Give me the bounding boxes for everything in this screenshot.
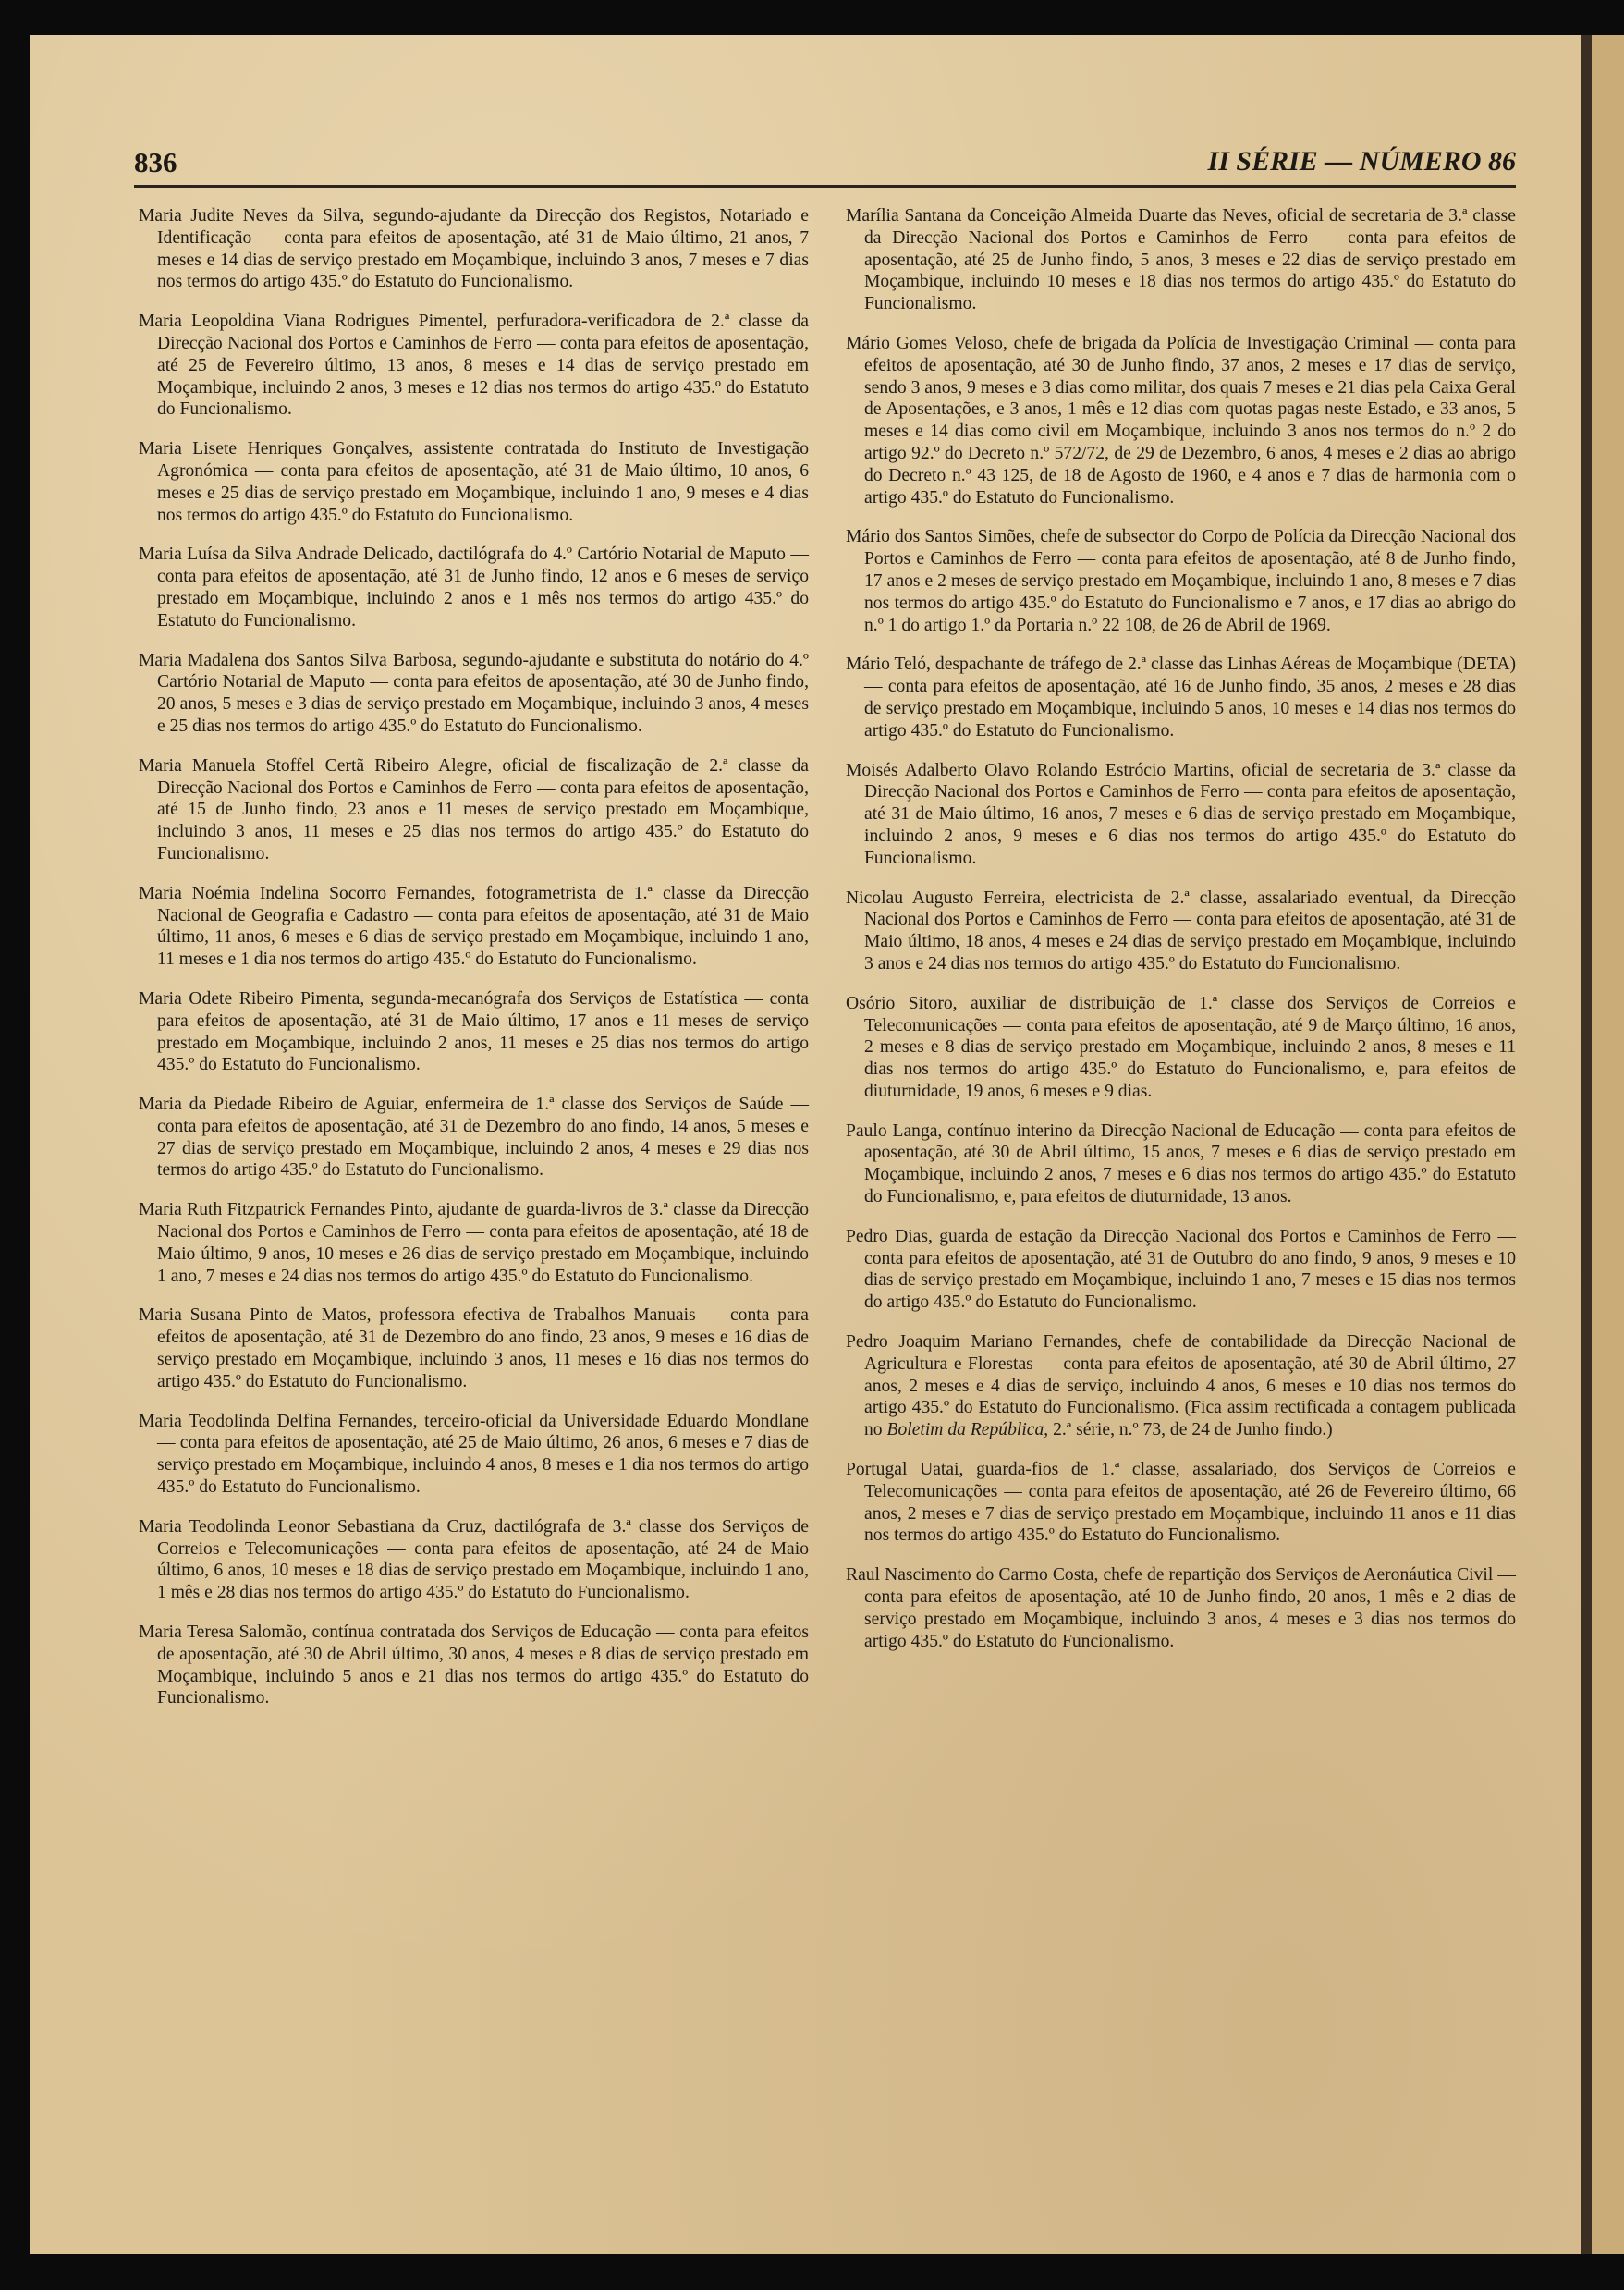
bulletin-title: Boletim da República [886, 1420, 1044, 1440]
adjacent-page-edge [1592, 35, 1624, 2254]
entry-paragraph: Maria Lisete Henriques Gonçalves, assistente contratada do Instituto de Investigação Agronómica — conta para efeitos de aposentação, até 31 de Maio último, 10 anos, 6 meses e 25 dias de serviço prestado em Moçambique, incluindo 1 ano, 9 meses e 4 dias nos termos do artigo 435.º do Estatuto do Funcionalismo. [139, 439, 809, 525]
entry-paragraph: Nicolau Augusto Ferreira, electricista de 2.ª classe, assalariado eventual, da Direcção Nacional dos Portos e Caminhos de Ferro — conta para efeitos de aposentação, até 31 de Maio último, 18 anos, 4 meses e 24 dias de serviço prestado em Moçambique, incluindo 3 anos e 24 dias nos termos do artigo 435.º do Estatuto do Funcionalismo. [846, 888, 1516, 974]
entry-paragraph: Maria Teodolinda Delfina Fernandes, terceiro-oficial da Universidade Eduardo Mondlane — conta para efeitos de aposentação, até 25 de Maio último, 26 anos, 6 meses e 7 dias de serviço prestado em Moçambique, incluindo 4 anos, 8 meses e 1 dia nos termos do artigo 435.º do Estatuto do Funcionalismo. [139, 1411, 809, 1498]
page-header [134, 146, 1516, 183]
left-column [139, 205, 809, 1727]
series-label: II SÉRIE — NÚMERO 86 [1207, 146, 1516, 177]
entry-paragraph: Maria Noémia Indelina Socorro Fernandes, fotogrametrista de 1.ª classe da Direcção Nacional de Geografia e Cadastro — conta para efeitos de aposentação, até 31 de Maio último, 11 anos, 6 meses e 6 dias de serviço prestado em Moçambique, incluindo 1 ano, 11 meses e 1 dia nos termos do artigo 435.º do Estatuto do Funcionalismo. [139, 883, 809, 970]
entry-paragraph: Mário dos Santos Simões, chefe de subsector do Corpo de Polícia da Direcção Nacional dos Portos e Caminhos de Ferro — conta para efeitos de aposentação, até 8 de Junho findo, 17 anos e 2 meses de serviço prestado em Moçambique, incluindo 1 ano, 8 meses e 7 dias nos termos do artigo 435.º do Estatuto do Funcionalismo e 7 anos, e 17 dias ao abrigo do n.º 1 do artigo 1.º da Portaria n.º 22 108, de 26 de Abril de 1969. [846, 527, 1516, 635]
entry-paragraph: Portugal Uatai, guarda-fios de 1.ª classe, assalariado, dos Serviços de Correios e Telecomunicações — conta para efeitos de aposentação, até 26 de Fevereiro último, 66 anos, 2 meses e 7 dias de serviço prestado em Moçambique, incluindo 11 anos e 11 dias nos termos do artigo 435.º do Estatuto do Funcionalismo. [846, 1460, 1516, 1546]
page-number: 836 [134, 146, 177, 178]
page-gutter-shadow [1581, 35, 1592, 2254]
entry-paragraph: Maria Manuela Stoffel Certã Ribeiro Alegre, oficial de fiscalização de 2.ª classe da Direcção Nacional dos Portos e Caminhos de Ferro — conta para efeitos de aposentação, até 15 de Junho findo, 23 anos e 11 meses de serviço prestado em Moçambique, incluindo 3 anos, 11 meses e 25 dias nos termos do artigo 435.º do Estatuto do Funcionalismo. [139, 755, 809, 863]
entry-paragraph: Paulo Langa, contínuo interino da Direcção Nacional de Educação — conta para efeitos de aposentação, até 30 de Abril último, 15 anos, 7 meses e 6 dias de serviço prestado em Moçambique, incluindo 2 anos, 7 meses e 6 dias nos termos do artigo 435.º do Estatuto do Funcionalismo, e, para efeitos de diuturnidade, 13 anos. [846, 1121, 1516, 1207]
entry-paragraph: Maria Ruth Fitzpatrick Fernandes Pinto, ajudante de guarda-livros de 3.ª classe da Direcção Nacional dos Portos e Caminhos de Ferro — conta para efeitos de aposentação, até 18 de Maio último, 9 anos, 10 meses e 26 dias de serviço prestado em Moçambique, incluindo 1 ano, 7 meses e 24 dias nos termos do artigo 435.º do Estatuto do Funcionalismo. [139, 1200, 809, 1286]
entry-paragraph: Marília Santana da Conceição Almeida Duarte das Neves, oficial de secretaria de 3.ª classe da Direcção Nacional dos Portos e Caminhos de Ferro — conta para efeitos de aposentação, até 25 de Junho findo, 5 anos, 3 meses e 22 dias de serviço prestado em Moçambique, incluindo 10 meses e 18 dias nos termos do artigo 435.º do Estatuto do Funcionalismo. [846, 206, 1516, 314]
entry-paragraph: Mário Gomes Veloso, chefe de brigada da Polícia de Investigação Criminal — conta para efeitos de aposentação, até 30 de Junho findo, 37 anos, 2 meses e 17 dias de serviço, sendo 3 anos, 9 meses e 3 dias como militar, dos quais 7 meses e 21 dias pela Caixa Geral de Aposentações, e 3 anos, 1 mês e 12 dias com quotas pagas neste Estado, e 33 anos, 5 meses e 14 dias como civil em Moçambique, incluindo 3 anos nos termos do n.º 2 do artigo 92.º do Decreto n.º 572/72, de 29 de Dezembro, 6 anos, 4 meses e 2 dias ao abrigo do Decreto n.º 43 125, de 18 de Agosto de 1960, e 4 anos e 7 dias de harmonia com o artigo 435.º do Estatuto do Funcionalismo. [846, 333, 1516, 508]
entry-paragraph: Moisés Adalberto Olavo Rolando Estrócio Martins, oficial de secretaria de 3.ª classe da Direcção Nacional dos Portos e Caminhos de Ferro — conta para efeitos de aposentação, até 31 de Maio último, 16 anos, 7 meses e 6 dias de serviço prestado em Moçambique, incluindo 2 anos, 9 meses e 6 dias nos termos do artigo 435.º do Estatuto do Funcionalismo. [846, 760, 1516, 868]
entry-paragraph: Osório Sitoro, auxiliar de distribuição de 1.ª classe dos Serviços de Correios e Telecomunicações — conta para efeitos de aposentação, até 9 de Março último, 16 anos, 2 meses e 8 dias de serviço prestado em Moçambique, incluindo 2 anos, 8 meses e 11 dias nos termos do artigo 435.º do Estatuto do Funcionalismo, e, para efeitos de diuturnidade, 19 anos, 6 meses e 9 dias. [846, 993, 1516, 1101]
entry-paragraph: Maria Luísa da Silva Andrade Delicado, dactilógrafa do 4.º Cartório Notarial de Maputo — conta para efeitos de aposentação, até 31 de Junho findo, 12 anos e 6 meses de serviço prestado em Moçambique, incluindo 2 anos e 1 mês nos termos do artigo 435.º do Estatuto do Funcionalismo. [139, 545, 809, 631]
entry-paragraph: Maria Odete Ribeiro Pimenta, segunda-mecanógrafa dos Serviços de Estatística — conta para efeitos de aposentação, até 31 de Maio último, 17 anos e 11 meses de serviço prestado em Moçambique, incluindo 2 anos, 11 meses e 25 dias nos termos do artigo 435.º do Estatuto do Funcionalismo. [139, 988, 809, 1075]
entry-paragraph: Maria Teresa Salomão, contínua contratada dos Serviços de Educação — conta para efeitos de aposentação, até 30 de Abril último, 30 anos, 4 meses e 8 dias de serviço prestado em Moçambique, incluindo 5 anos e 21 dias nos termos do artigo 435.º do Estatuto do Funcionalismo. [139, 1623, 809, 1708]
entry-paragraph: Maria Judite Neves da Silva, segundo-ajudante da Direcção dos Registos, Notariado e Identificação — conta para efeitos de aposentação, até 31 de Maio último, 21 anos, 7 meses e 14 dias de serviço prestado em Moçambique, incluindo 3 anos, 7 meses e 7 dias nos termos do artigo 435.º do Estatuto do Funcionalismo. [139, 206, 809, 292]
header-rule [134, 185, 1516, 188]
entry-paragraph: Maria da Piedade Ribeiro de Aguiar, enfermeira de 1.ª classe dos Serviços de Saúde — conta para efeitos de aposentação, até 31 de Dezembro do ano findo, 14 anos, 5 meses e 27 dias de serviço prestado em Moçambique, incluindo 2 anos, 4 meses e 29 dias nos termos do artigo 435.º do Estatuto do Funcionalismo. [139, 1095, 809, 1181]
right-column [846, 205, 1516, 1670]
entry-paragraph: Pedro Dias, guarda de estação da Direcção Nacional dos Portos e Caminhos de Ferro — conta para efeitos de aposentação, até 31 de Outubro do ano findo, 9 anos, 9 meses e 10 dias de serviço prestado em Moçambique, incluindo 1 ano, 7 meses e 15 dias nos termos do artigo 435.º do Estatuto do Funcionalismo. [846, 1226, 1516, 1313]
entry-paragraph-rectification [846, 1331, 1516, 1441]
entry-text-before: Pedro Joaquim Mariano Fernandes, chefe de contabilidade da Direcção Nacional de Agricultura e Florestas — conta para efeitos de aposentação, até 30 de Abril último, 27 anos, 2 meses e 4 dias de serviço, incluindo 4 anos, 6 meses e 10 dias nos termos do artigo 435.º do Estatuto do Funcionalismo. (Fica assim rectificada a contagem publicada no [846, 1332, 1516, 1440]
entry-paragraph: Maria Susana Pinto de Matos, professora efectiva de Trabalhos Manuais — conta para efeitos de aposentação, até 31 de Dezembro do ano findo, 23 anos, 9 meses e 16 dias de serviço prestado em Moçambique, incluindo 3 anos, 11 meses e 16 dias nos termos do artigo 435.º do Estatuto do Funcionalismo. [139, 1305, 809, 1391]
entry-paragraph: Mário Teló, despachante de tráfego de 2.ª classe das Linhas Aéreas de Moçambique (DETA) — conta para efeitos de aposentação, até 16 de Junho findo, 35 anos, 2 meses e 28 dias de serviço prestado em Moçambique, incluindo 5 anos, 10 meses e 14 dias nos termos do artigo 435.º do Estatuto do Funcionalismo. [846, 655, 1516, 741]
entry-text-after: , 2.ª série, n.º 73, de 24 de Junho findo.) [1044, 1420, 1333, 1440]
entry-paragraph: Raul Nascimento do Carmo Costa, chefe de repartição dos Serviços de Aeronáutica Civil — conta para efeitos de aposentação, até 10 de Junho findo, 20 anos, 1 mês e 2 dias de serviço prestado em Moçambique, incluindo 3 anos, 4 meses e 3 dias nos termos do artigo 435.º do Estatuto do Funcionalismo. [846, 1565, 1516, 1651]
entry-paragraph: Maria Leopoldina Viana Rodrigues Pimentel, perfuradora-verificadora de 2.ª classe da Direcção Nacional dos Portos e Caminhos de Ferro — conta para efeitos de aposentação, até 25 de Fevereiro último, 13 anos, 8 meses e 14 dias de serviço prestado em Moçambique, incluindo 2 anos, 3 meses e 12 dias nos termos do artigo 435.º do Estatuto do Funcionalismo. [139, 312, 809, 420]
entry-paragraph: Maria Madalena dos Santos Silva Barbosa, segundo-ajudante e substituta do notário do 4.º Cartório Notarial de Maputo — conta para efeitos de aposentação, até 30 de Junho findo, 20 anos, 5 meses e 3 dias de serviço prestado em Moçambique, incluindo 3 anos, 4 meses e 25 dias nos termos do artigo 435.º do Estatuto do Funcionalismo. [139, 650, 809, 736]
entry-paragraph: Maria Teodolinda Leonor Sebastiana da Cruz, dactilógrafa de 3.ª classe dos Serviços de Correios e Telecomunicações — conta para efeitos de aposentação, até 24 de Maio último, 6 anos, 10 meses e 18 dias de serviço prestado em Moçambique, incluindo 1 ano, 1 mês e 28 dias nos termos do artigo 435.º do Estatuto do Funcionalismo. [139, 1516, 809, 1603]
